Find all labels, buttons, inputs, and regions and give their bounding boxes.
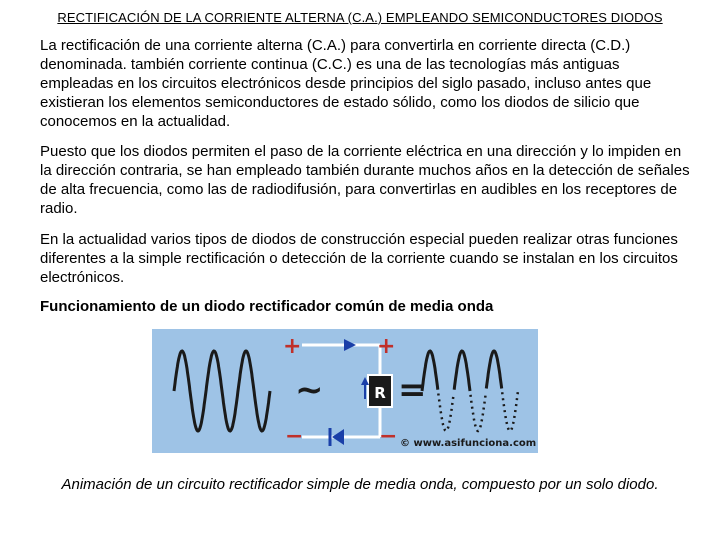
page-title: RECTIFICACIÓN DE LA CORRIENTE ALTERNA (C.A.) EMPLEANDO SEMICONDUCTORES DIODOS: [57, 10, 663, 25]
paragraph-intro: La rectificación de una corriente alterna (C.A.) para convertirla en corriente directa (C.D.) denominada. también corriente continua (C.C.) es una de las tecnologías más antiguas empleadas en los circuitos electrónicos desde principios del siglo pasado, incluso antes que existieran los elementos semiconductores de estado sólido, como los diodos de silicio que conocemos en la actualidad.: [40, 37, 652, 130]
paragraph-modern: En la actualidad varios tipos de diodos de construcción especial pueden realizar otras funciones diferentes a la simple rectificación o detección de la corriente cuando se instalan en los circuitos electrónicos.: [40, 231, 678, 286]
resistor-label: R: [374, 384, 386, 402]
plus-sign-left: +: [283, 334, 302, 359]
paragraph-detection: Puesto que los diodos permiten el paso de la corriente eléctrica en una dirección y lo impiden en la dirección contraria, se han empleado también durante muchos años en la detección de señales de alta frecuencia, como las de radiodifusión, para convertirlas en audibles en los receptores de radio.: [40, 143, 690, 217]
equals-symbol: =: [398, 370, 427, 410]
ac-tilde-symbol: ~: [295, 370, 324, 410]
minus-sign-right: −: [379, 424, 398, 449]
minus-sign-left: −: [285, 424, 304, 449]
watermark-text: © www.asifunciona.com: [400, 438, 537, 449]
rectifier-diagram-svg: [152, 329, 538, 453]
section-subheading: Funcionamiento de un diodo rectificador común de media onda: [40, 298, 494, 315]
plus-sign-right: +: [377, 334, 396, 359]
figure-caption: Animación de un circuito rectificador simple de media onda, compuesto por un solo diodo.: [61, 476, 659, 493]
rectifier-diagram: [152, 329, 538, 453]
